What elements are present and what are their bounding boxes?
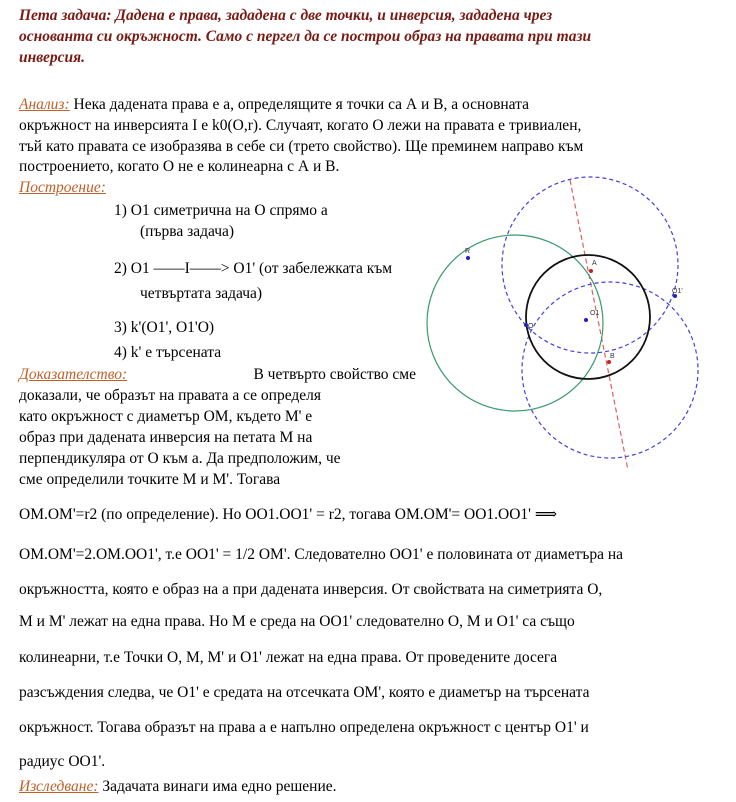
step-4	[114, 343, 221, 363]
investigation-text: Задачата винаги има едно решение.	[102, 778, 337, 795]
analysis-text-1: Нека дадената права е а, определящите я точки са А и В, а основната	[73, 96, 530, 113]
proof-line-9: окръжността, която е образ на а при дадената инверсия. От свойствата на симетрията О,	[19, 581, 603, 598]
blue-dashed-circle-bottom	[522, 282, 698, 458]
proof-text-1: В четвърто свойство сме	[253, 366, 416, 383]
label-o1: O1	[590, 310, 600, 317]
step-1-cont: (първа задача)	[140, 223, 235, 240]
proof-line-11: колинеарни, т.е Точки О, М, M' и O1' лежат на една права. От проведените досега	[19, 649, 558, 666]
analysis-line-4: построението, когато О не е колинеарна с А и В.	[19, 158, 340, 175]
proof-line-1	[19, 365, 416, 385]
proof-line-12: разсъждения следва, че O1' е средата на отсечката OM', която е диаметър на търсената	[19, 684, 590, 701]
proof-line-6: сме определили точките М и M'. Тогава	[19, 471, 281, 488]
analysis-heading: Анализ:	[19, 96, 70, 113]
title-line-2: основанта си окръжност. Само с пергел да се построи образ на правата при тази	[19, 28, 592, 45]
step-2	[114, 259, 392, 279]
investigation-heading: Изследване:	[19, 778, 99, 795]
step-3	[114, 318, 214, 338]
proof-line-14: радиус OO1'.	[19, 753, 106, 770]
proof-line-13: окръжност. Тогава образът на права а е напълно определена окръжност с център O1' и	[19, 719, 589, 736]
step-2-cont: четвъртата задача)	[140, 285, 263, 302]
step-4-num: 4)	[114, 344, 127, 361]
proof-line-7: OM.OM'=r2 (по определение). Но OO1.OO1' = r2, тогава OM.OM'= OO1.OO1' ⟹	[19, 506, 558, 523]
step-3-num: 3)	[114, 319, 127, 336]
label-q: O1'	[672, 288, 683, 295]
proof-line-8: OM.OM'=2.OM.OO1', т.е OO1' = 1/2 OM'. Следователно OO1' е половината от диаметъра на	[19, 546, 624, 563]
proof-line-10: М и M' лежат на една права. Но М е среда на OO1' следователно О, М и O1' са също	[19, 613, 575, 630]
point-o1	[584, 318, 588, 322]
step-1-num: 1)	[114, 202, 127, 219]
analysis-line-3: тъй като правата се изобразява в себе си (трето свойство). Ще преминем направо към	[19, 138, 584, 155]
step-4-text: k' е търсената	[130, 344, 222, 361]
construction-heading: Построение:	[19, 179, 106, 196]
step-1	[114, 201, 328, 221]
step-2-num: 2)	[114, 260, 127, 277]
title-line-3: инверсия.	[19, 49, 85, 66]
title-line-1: Пета задача: Дадена е права, зададена с две точки, и инверсия, зададена чрез	[19, 7, 553, 24]
construction-figure	[420, 175, 732, 475]
proof-heading: Доказателство:	[19, 366, 128, 383]
green-circle	[427, 235, 603, 411]
investigation-line	[19, 777, 337, 797]
label-b: B	[610, 353, 615, 360]
label-a: A	[592, 260, 597, 267]
analysis-line-1	[19, 95, 529, 115]
label-r: R	[465, 248, 471, 255]
label-o: O	[528, 323, 534, 330]
line-a	[570, 180, 628, 470]
proof-line-5: перпендикуляра от О към а. Да предположим, че	[19, 450, 341, 467]
proof-line-4: образ при дадената инверсия на петата М на	[19, 429, 313, 446]
proof-line-3: като окръжност с диаметър OM, където M' е	[19, 408, 313, 425]
proof-line-2: доказали, че образът на правата а се определя	[19, 387, 322, 404]
point-a	[589, 269, 593, 273]
step-3-text: k'(O1', O1'O)	[130, 319, 215, 336]
analysis-line-2: окръжност на инверсията I е k0(O,r). Случаят, когато О лежи на правата е тривиален,	[19, 117, 582, 134]
point-b	[607, 360, 611, 364]
step-1-text: O1 симетрична на О спрямо а	[130, 202, 328, 219]
step-2-text: O1 ——I——> O1' (от забележката към	[130, 260, 393, 277]
point-r	[466, 256, 470, 260]
